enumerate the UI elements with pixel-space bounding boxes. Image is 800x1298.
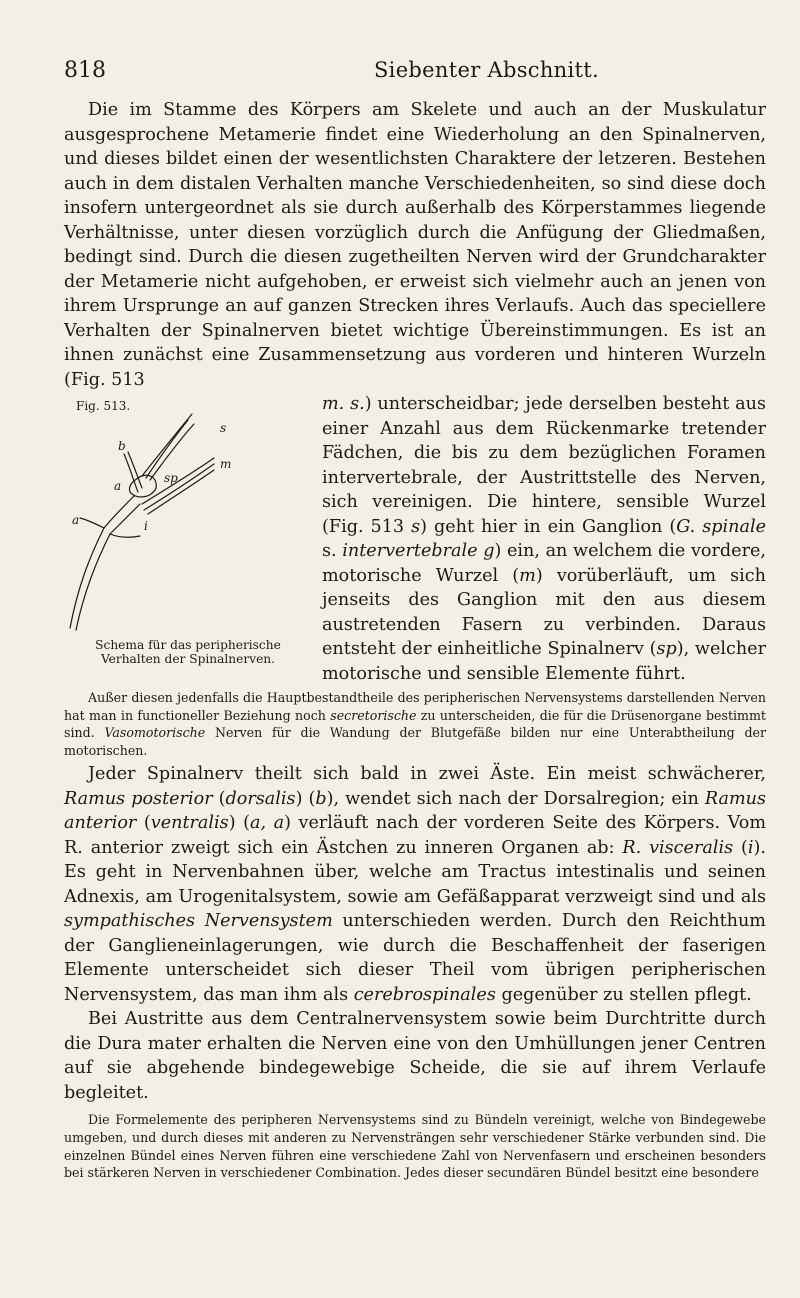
ref-s: s (411, 516, 421, 537)
paragraph-3: Bei Austritte aus dem Centralnervensystem sowie beim Durchtritte durch die Dura mater erhalten die Nerven eine von den Umhüllungen jener Centren auf sie abgehende bindegewebige Scheide, die sie auf ihrem Verlaufe begleitet. (64, 1009, 766, 1103)
paragraph-1 (64, 98, 766, 392)
page-header (64, 58, 764, 88)
label-s: s (220, 421, 227, 435)
label-sp: sp (164, 471, 178, 485)
label-a-upper: a (114, 479, 122, 493)
label-b: b (118, 439, 126, 453)
ramus-visceralis (110, 534, 140, 537)
ref-sp: sp (656, 639, 677, 659)
page-number: 818 (64, 58, 106, 83)
running-head: Siebenter Abschnitt. (374, 58, 599, 82)
ref-g-spinale: G. spinale (676, 516, 766, 537)
paragraph-2: Jeder Spinalnerv theilt sich bald in zwei Äste. Ein meist schwächerer, Ramus posterior (dorsalis) (b), wendet sich nach der Dorsalregion; ein Ramus anterior (ventralis) (a, a) verläuft nach der vorderen Seite des Körpers. Vom R. anterior zweigt sich ein Ästchen zu inneren Organen ab: R. visceralis (i). Es geht in Nervenbahnen über, welche am Tractus intestinalis und seinen Adnexis, am Urogenitalsystem, sowie am Gefäßapparat verzweigt sind und als sympathisches Nervensystem unterschieden werden. Durch den Reichthum der Ganglieneinlagerungen, wie durch die Beschaffenheit der faserigen Elemente unterscheidet sich dieser Theil vom übrigen peripherischen Nervensystem, das man ihm als cerebrospinales gegenüber zu stellen pflegt. (64, 764, 766, 1005)
p1-part-a: Die im Stamme des Körpers am Skelete und auch an der Muskulatur ausgesprochene Metamerie findet eine Wiederholung an den Spinalnerven, und dieses bildet einen der wesentlichsten Charaktere der letzeren. Bestehen auch in dem distalen Verhalten manche Verschiedenheiten, so sind diese doch insofern untergeordnet als sie durch außerhalb des Körperstammes liegende Verhältnisse, unter diesen vorzüglich durch die Anfügung der Gliedmaßen, bedingt sind. Durch die diesen zugetheilten Nerven wird der Grundcharakter der Metamerie nicht aufgehoben, er erweist sich vielmehr auch an jenen von ihrem Ursprunge an auf ganzen Strecken ihres Verlaufs. Auch das speciellere Verhalten der Spinalnerven bietet wichtige Übereinstimmungen. Es ist an ihnen zunächst eine Zusammensetzung aus vorderen und hinteren Wurzeln (Fig. 513 (64, 100, 766, 390)
label-i: i (144, 519, 148, 533)
ref-m: m (519, 565, 536, 586)
label-m: m (220, 457, 232, 471)
body-text (64, 98, 766, 1185)
spinal-nerve-trunk (104, 496, 134, 528)
ref-m-s: m. s. (322, 394, 365, 414)
figure-513 (64, 392, 312, 680)
figure-label: Fig. 513. (76, 399, 131, 413)
spinal-nerve-diagram (64, 406, 312, 636)
ventral-root (142, 458, 214, 504)
paragraph-1-continued: m. s.) unterscheidbar; jede derselben besteht aus einer Anzahl aus dem Rückenmarke tretender Fädchen, die bis zu dem bezüglichen Foramen intervertebrale, der Austrittstelle des Nerven, sich vereinigen. Die hintere, sensible Wurzel (Fig. 513 s) geht hier in ein Ganglion (G. spinale s. intervertebrale g) ein, an welchem die vordere, motorische Wurzel (m) vorüberläuft, um sich jenseits des Ganglion mit den aus diesem austretenden Fasern zu verbinden. Daraus entsteht der einheitliche Spinalnerv (sp), welcher motorische und sensible Elemente führt. (322, 394, 767, 684)
note-paragraph-1: Außer diesen jedenfalls die Hauptbestandtheile des peripherischen Nervensystems darstellenden Nerven hat man in functioneller Beziehung noch secretorische zu unterscheiden, die für die Drüsenorgane bestimmt sind. Vasomotorische Nerven für die Wandung der Blutgefäße bilden nur eine Unterabtheilung der motorischen. (64, 690, 767, 758)
ramus-anterior (70, 528, 104, 628)
dorsal-root (142, 414, 192, 476)
ref-intervertebrale: intervertebrale g (342, 541, 495, 561)
figure-caption: Schema für das peripherische Verhalten der Spinalnerven. (95, 638, 281, 666)
label-a-lower: a (72, 513, 80, 527)
note-paragraph-2: Die Formelemente des peripheren Nervensystems sind zu Bündeln vereinigt, welche von Bindegewebe umgeben, und durch dieses mit anderen zu Nervensträngen sehr verschiedener Stärke verbunden sind. Die einzelnen Bündel eines Nerven führen eine verschiedene Zahl von Nervenfasern und erscheinen besonders bei stärkeren Nerven in verschiedener Combination. Jedes dieser secundären Bündel besitzt eine besondere (64, 1112, 766, 1181)
